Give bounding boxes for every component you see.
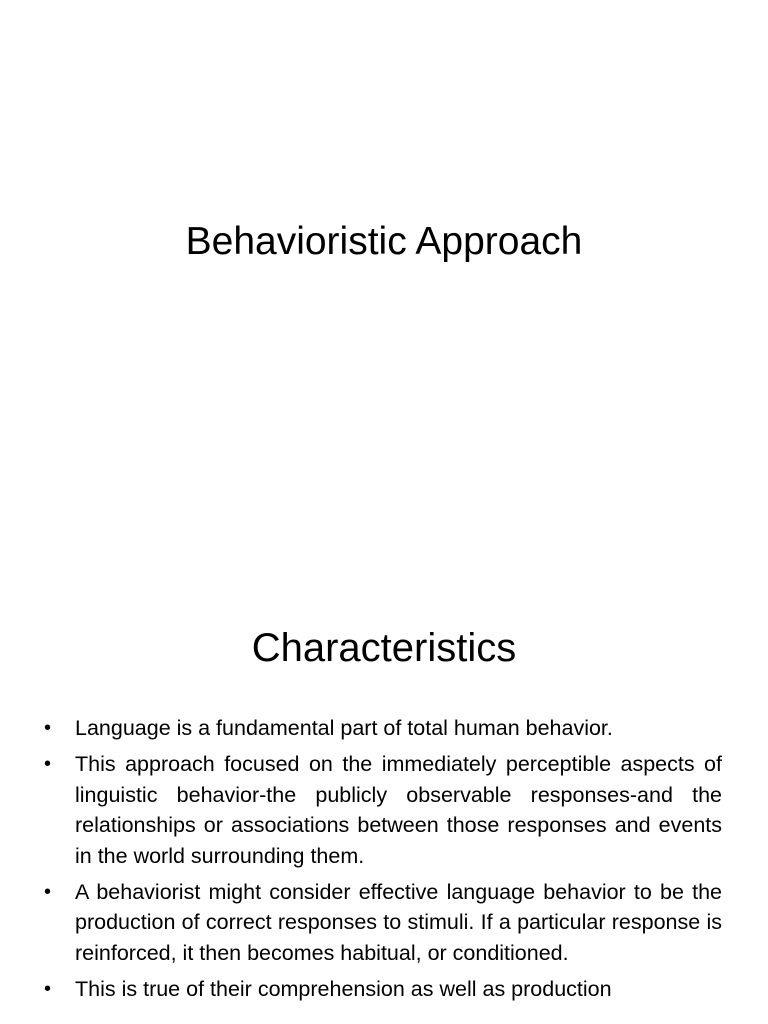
bullet-icon: • [44,753,52,776]
bullet-text: A behaviorist might consider effective language behavior to be the production of correct responses to stimuli. If a particular response is reinforced, it then becomes habitual, or conditioned. [75,880,722,965]
bullet-text: Language is a fundamental part of total human behavior. [75,716,613,740]
slide-characteristics [0,576,768,1024]
bullet-text: This is true of their comprehension as well as production [75,977,612,1002]
bullet-icon: • [44,717,52,739]
bullet-item [44,713,722,743]
bullet-icon: • [44,881,52,904]
slide-title: Behavioristic Approach [185,220,583,263]
bullet-item [44,877,722,968]
bullet-item [44,749,722,871]
bullet-list [44,713,722,1011]
bullet-icon: • [44,978,52,1001]
bullet-text: This approach focused on the immediately perceptible aspects of linguistic behavior-the publicly observable responses-and the relationships or associations between those responses and events in the world surrounding them. [75,752,722,868]
bullet-item [44,974,722,1004]
slide-heading: Characteristics [251,626,517,670]
